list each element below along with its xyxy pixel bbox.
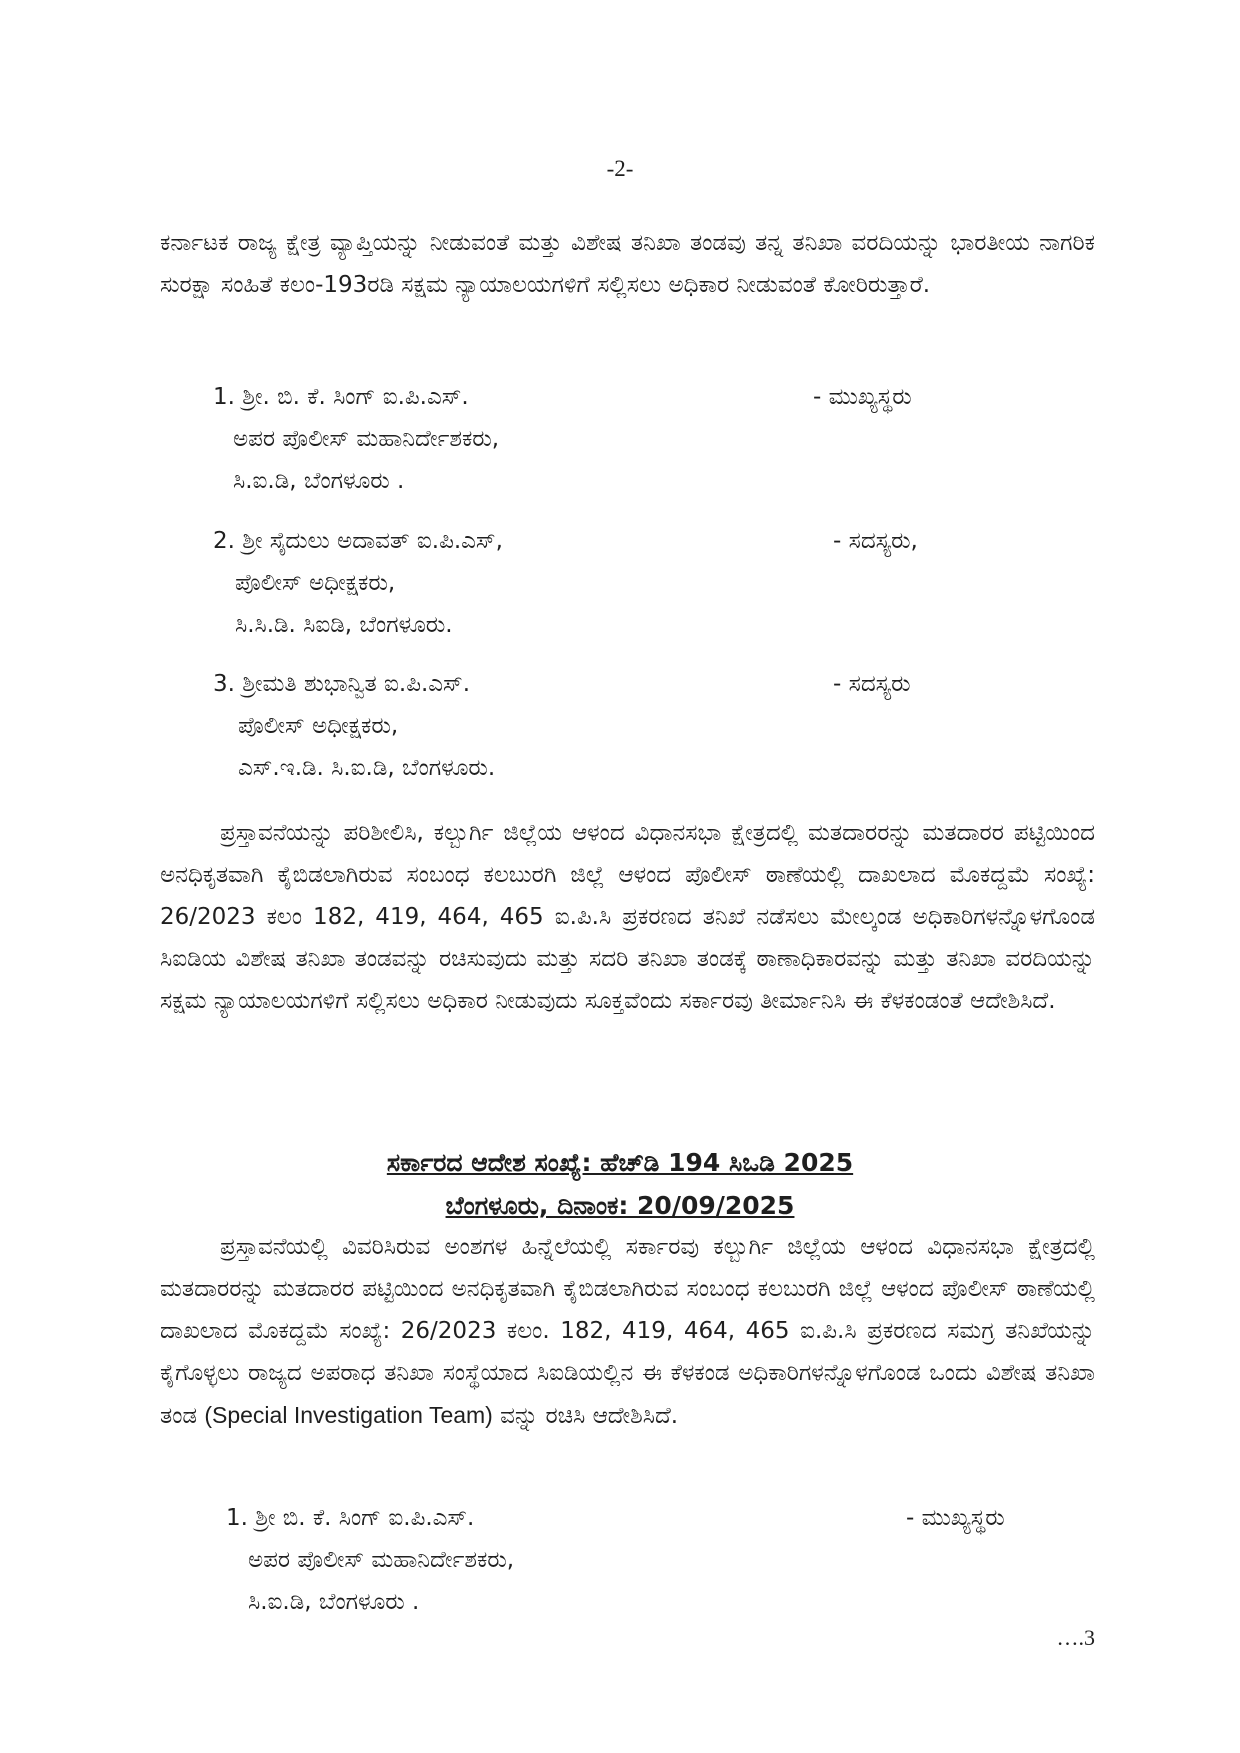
member-role: - ಸದಸ್ಯರು, [833, 528, 918, 554]
member-role: - ಮುಖ್ಯಸ್ಥರು [813, 384, 912, 410]
member-office: ಸಿ.ಐ.ಡಿ, ಬೆಂಗಳೂರು . [233, 468, 405, 494]
member-entry-1 [213, 376, 1213, 506]
member-name: 1. ಶ್ರೀ ಬಿ. ಕೆ. ಸಿಂಗ್ ಐ.ಪಿ.ಎಸ್. [226, 1505, 475, 1531]
member-office: ಎಸ್.ಇ.ಡಿ. ಸಿ.ಐ.ಡಿ, ಬೆಂಗಳೂರು. [238, 755, 496, 781]
order-text-english: (Special Investigation Team) [204, 1402, 493, 1428]
member-role: - ಸದಸ್ಯರು [833, 671, 911, 697]
order-date-heading [0, 1185, 1240, 1227]
member-office: ಸಿ.ಐ.ಡಿ, ಬೆಂಗಳೂರು . [248, 1589, 420, 1615]
order-paragraph [160, 1226, 1095, 1437]
continuation-marker: ….3 [1056, 1625, 1095, 1650]
member-name: 2. ಶ್ರೀ ಸೈದುಲು ಅದಾವತ್ ಐ.ಪಿ.ಎಸ್, [213, 528, 503, 554]
intro-paragraph: ಕರ್ನಾಟಕ ರಾಜ್ಯ ಕ್ಷೇತ್ರ ವ್ಯಾಪ್ತಿಯನ್ನು ನೀಡುವಂತೆ ಮತ್ತು ವಿಶೇಷ ತನಿಖಾ ತಂಡವು ತನ್ನ ತನಿಖಾ ವರದಿಯನ್ನು ಭಾರತೀಯ ನಾಗರಿಕ ಸುರಕ್ಷಾ ಸಂಹಿತೆ ಕಲಂ-193ರಡಿ ಸಕ್ಷಮ ನ್ಯಾಯಾಲಯಗಳಿಗೆ ಸಲ್ಲಿಸಲು ಅಧಿಕಾರ ನೀಡುವಂತೆ ಕೋರಿರುತ್ತಾರೆ. [160, 230, 1095, 298]
member-role: - ಮುಖ್ಯಸ್ಥರು [906, 1505, 1005, 1531]
member-office: ಸಿ.ಸಿ.ಡಿ. ಸಿಐಡಿ, ಬೆಂಗಳೂರು. [235, 612, 453, 638]
member-designation: ಪೊಲೀಸ್ ಅಧೀಕ್ಷಕರು, [238, 713, 399, 739]
member-designation: ಅಪರ ಪೊಲೀಸ್ ಮಹಾನಿರ್ದೇಶಕರು, [248, 1547, 515, 1573]
order-number-heading [0, 1142, 1240, 1184]
member-name: 1. ಶ್ರೀ. ಬಿ. ಕೆ. ಸಿಂಗ್ ಐ.ಪಿ.ಎಸ್. [213, 384, 469, 410]
order-text-end: ವನ್ನು ರಚಿಸಿ ಆದೇಶಿಸಿದೆ. [492, 1403, 679, 1429]
order-place-date: ಬೆಂಗಳೂರು, ದಿನಾಂಕ: 20/09/2025 [445, 1191, 795, 1220]
member-name: 3. ಶ್ರೀಮತಿ ಶುಭಾನ್ವಿತ ಐ.ಪಿ.ಎಸ್. [213, 671, 471, 697]
order-text: ಪ್ರಸ್ತಾವನೆಯಲ್ಲಿ ವಿವರಿಸಿರುವ ಅಂಶಗಳ ಹಿನ್ನೆಲೆಯಲ್ಲಿ ಸರ್ಕಾರವು ಕಲ್ಬುರ್ಗಿ ಜಿಲ್ಲೆಯ ಆಳಂದ ವಿಧಾನಸಭಾ ಕ್ಷೇತ್ರದಲ್ಲಿ ಮತದಾರರನ್ನು ಮತದಾರರ ಪಟ್ಟಿಯಿಂದ ಅನಧಿಕೃತವಾಗಿ ಕೈಬಿಡಲಾಗಿರುವ ಸಂಬಂಧ ಕಲಬುರಗಿ ಜಿಲ್ಲೆ ಆಳಂದ ಪೊಲೀಸ್ ಠಾಣೆಯಲ್ಲಿ ದಾಖಲಾದ ಮೊಕದ್ದಮೆ ಸಂಖ್ಯೆ: 26/2023 ಕಲಂ. 182, 419, 464, 465 ಐ.ಪಿ.ಸಿ ಪ್ರಕರಣದ ಸಮಗ್ರ ತನಿಖೆಯನ್ನು ಕೈಗೊಳ್ಳಲು ರಾಜ್ಯದ ಅಪರಾಧ ತನಿಖಾ ಸಂಸ್ಥೆಯಾದ ಸಿಐಡಿಯಲ್ಲಿನ ಈ ಕೆಳಕಂಡ ಅಧಿಕಾರಿಗಳನ್ನೊಳಗೊಂಡ ಒಂದು ವಿಶೇಷ ತನಿಖಾ ತಂಡ [160, 1234, 1095, 1429]
order-number: ಸರ್ಕಾರದ ಆದೇಶ ಸಂಖ್ಯೆ: ಹೆಚ್‌ಡಿ 194 ಸಿಒಡಿ 2025 [386, 1148, 854, 1177]
member-designation: ಅಪರ ಪೊಲೀಸ್ ಮಹಾನಿರ್ದೇಶಕರು, [233, 426, 500, 452]
preamble-paragraph: ಪ್ರಸ್ತಾವನೆಯನ್ನು ಪರಿಶೀಲಿಸಿ, ಕಲ್ಬುರ್ಗಿ ಜಿಲ್ಲೆಯ ಆಳಂದ ವಿಧಾನಸಭಾ ಕ್ಷೇತ್ರದಲ್ಲಿ ಮತದಾರರನ್ನು ಮತದಾರರ ಪಟ್ಟಿಯಿಂದ ಅನಧಿಕೃತವಾಗಿ ಕೈಬಿಡಲಾಗಿರುವ ಸಂಬಂಧ ಕಲಬುರಗಿ ಜಿಲ್ಲೆ ಆಳಂದ ಪೊಲೀಸ್ ಠಾಣೆಯಲ್ಲಿ ದಾಖಲಾದ ಮೊಕದ್ದಮೆ ಸಂಖ್ಯೆ: 26/2023 ಕಲಂ 182, 419, 464, 465 ಐ.ಪಿ.ಸಿ ಪ್ರಕರಣದ ತನಿಖೆ ನಡೆಸಲು ಮೇಲ್ಕಂಡ ಅಧಿಕಾರಿಗಳನ್ನೊಳಗೊಂಡ ಸಿಐಡಿಯ ವಿಶೇಷ ತನಿಖಾ ತಂಡವನ್ನು ರಚಿಸುವುದು ಮತ್ತು ಸದರಿ ತನಿಖಾ ತಂಡಕ್ಕೆ ಠಾಣಾಧಿಕಾರವನ್ನು ಮತ್ತು ತನಿಖಾ ವರದಿಯನ್ನು ಸಕ್ಷಮ ನ್ಯಾಯಾಲಯಗಳಿಗೆ ಸಲ್ಲಿಸಲು ಅಧಿಕಾರ ನೀಡುವುದು ಸೂಕ್ತವೆಂದು ಸರ್ಕಾರವು ತೀರ್ಮಾನಿಸಿ ಈ ಕೆಳಕಂಡಂತೆ ಆದೇಶಿಸಿದೆ. [160, 820, 1095, 1014]
member-entry-3 [213, 663, 1213, 793]
member-entry-second-1 [226, 1497, 1226, 1627]
member-designation: ಪೊಲೀಸ್ ಅಧೀಕ್ಷಕರು, [235, 570, 396, 596]
member-entry-2 [213, 520, 1213, 650]
page-number: -2- [606, 156, 634, 181]
